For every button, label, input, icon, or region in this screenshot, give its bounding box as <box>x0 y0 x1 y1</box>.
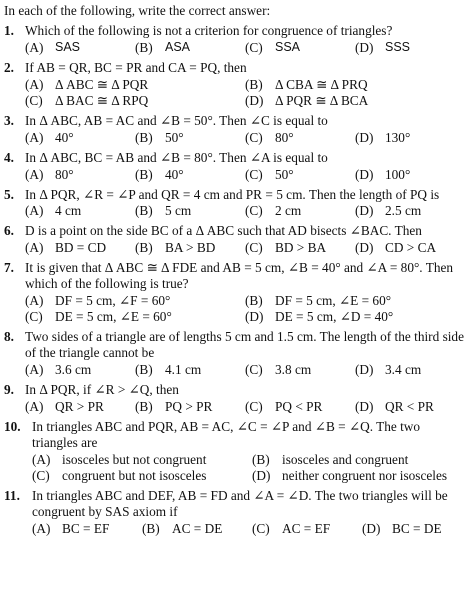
option-text: SAS <box>55 39 81 54</box>
option-d <box>355 362 465 378</box>
question-stem: In Δ ABC, BC = AB and ∠B = 80°. Then ∠A is equal to <box>25 149 328 165</box>
option-label: (D) <box>355 203 374 219</box>
option-label: (D) <box>252 467 271 483</box>
option-c <box>245 399 355 415</box>
option-text: BD > BA <box>275 240 327 256</box>
option-text: Δ PQR ≅ Δ BCA <box>275 92 369 108</box>
option-label: (C) <box>245 129 263 145</box>
option-text: DF = 5 cm, ∠E = 60° <box>275 293 392 309</box>
question-number: 7. <box>4 260 14 276</box>
question-3 <box>4 113 466 146</box>
option-text: PQ > PR <box>165 398 213 414</box>
option-label: (A) <box>25 240 44 256</box>
option-text: 3.4 cm <box>385 362 422 378</box>
option-label: (C) <box>245 39 263 55</box>
question-number: 2. <box>4 59 14 75</box>
option-c <box>245 362 355 378</box>
option-d <box>245 93 465 109</box>
option-a <box>25 167 135 183</box>
option-text: isosceles and congruent <box>282 451 409 467</box>
answer-options <box>25 203 466 219</box>
option-d <box>355 130 465 146</box>
option-label: (A) <box>25 129 44 145</box>
option-d <box>252 468 472 484</box>
option-label: (A) <box>25 398 44 414</box>
option-b <box>135 130 245 146</box>
option-label: (C) <box>245 166 263 182</box>
option-label: (D) <box>362 520 381 536</box>
option-text: 40° <box>165 166 184 182</box>
question-number: 10. <box>4 418 21 434</box>
option-label: (B) <box>135 362 153 378</box>
option-label: (D) <box>355 398 374 414</box>
option-text: 4 cm <box>55 203 82 219</box>
option-label: (C) <box>25 309 43 325</box>
answer-options <box>25 167 466 183</box>
question-stem: In triangles ABC and PQR, AB = AC, ∠C = ∠P and ∠B = ∠Q. The two triangles are <box>32 418 421 450</box>
option-b <box>135 362 245 378</box>
option-b <box>245 77 465 93</box>
option-a <box>25 240 135 256</box>
answer-options <box>25 399 466 415</box>
question-line <box>4 223 466 239</box>
option-label: (B) <box>245 76 263 92</box>
option-label: (D) <box>355 166 374 182</box>
option-c <box>32 468 252 484</box>
option-b <box>135 167 245 183</box>
option-d <box>355 40 465 56</box>
option-text: CD > CA <box>385 240 437 256</box>
question-stem: Two sides of a triangle are of lengths 5 cm and 1.5 cm. The length of the third side of the triangle cannot be <box>25 329 464 361</box>
option-c <box>245 167 355 183</box>
option-label: (C) <box>25 92 43 108</box>
option-label: (B) <box>135 398 153 414</box>
option-label: (A) <box>25 293 44 309</box>
answer-options <box>25 40 466 56</box>
question-number: 8. <box>4 329 14 345</box>
option-c <box>25 93 245 109</box>
option-label: (B) <box>135 166 153 182</box>
answer-options <box>25 362 466 378</box>
option-label: (B) <box>135 39 153 55</box>
option-text: BC = EF <box>62 520 110 536</box>
option-text: 3.6 cm <box>55 362 92 378</box>
option-label: (D) <box>355 240 374 256</box>
option-label: (D) <box>245 309 264 325</box>
answer-options <box>25 77 466 109</box>
option-label: (C) <box>245 398 263 414</box>
option-a <box>32 521 142 537</box>
option-text: SSS <box>385 39 411 54</box>
question-2 <box>4 60 466 109</box>
question-line <box>4 113 466 129</box>
question-6 <box>4 223 466 256</box>
question-1 <box>4 23 466 56</box>
question-line <box>4 260 466 292</box>
option-c <box>25 309 245 325</box>
option-label: (A) <box>25 203 44 219</box>
option-b <box>135 40 245 56</box>
answer-options <box>32 452 466 484</box>
option-text: QR < PR <box>385 398 434 414</box>
question-line <box>4 60 466 76</box>
option-text: QR > PR <box>55 398 104 414</box>
question-stem: It is given that Δ ABC ≅ Δ FDE and AB = 5 cm, ∠B = 40° and ∠A = 80°. Then which of the following is true? <box>25 260 454 292</box>
option-text: 40° <box>55 129 74 145</box>
option-text: DE = 5 cm, ∠D = 40° <box>275 309 394 325</box>
option-text: 2.5 cm <box>385 203 422 219</box>
option-text: AC = EF <box>282 520 331 536</box>
option-b <box>135 203 245 219</box>
option-label: (C) <box>245 203 263 219</box>
option-a <box>25 77 245 93</box>
option-text: DF = 5 cm, ∠F = 60° <box>55 293 171 309</box>
option-text: 80° <box>275 129 294 145</box>
question-stem: In Δ PQR, if ∠R > ∠Q, then <box>25 382 179 398</box>
question-stem: Which of the following is not a criterion for congruence of triangles? <box>25 22 393 38</box>
option-text: 50° <box>165 129 184 145</box>
option-a <box>25 399 135 415</box>
option-a <box>32 452 252 468</box>
option-label: (B) <box>135 203 153 219</box>
option-label: (A) <box>25 166 44 182</box>
question-number: 11. <box>4 487 20 503</box>
option-text: 130° <box>385 129 411 145</box>
question-number: 1. <box>4 22 14 38</box>
answer-options <box>25 293 466 325</box>
option-b <box>245 293 465 309</box>
option-label: (A) <box>32 451 51 467</box>
question-8 <box>4 329 466 378</box>
option-d <box>355 167 465 183</box>
option-a <box>25 362 135 378</box>
question-number: 3. <box>4 112 14 128</box>
option-text: neither congruent nor isosceles <box>282 467 448 483</box>
option-label: (D) <box>355 39 374 55</box>
option-text: Δ CBA ≅ Δ PRQ <box>275 76 368 92</box>
option-text: congruent but not isosceles <box>62 467 207 483</box>
option-c <box>245 240 355 256</box>
option-a <box>25 130 135 146</box>
question-number: 9. <box>4 382 14 398</box>
option-c <box>252 521 362 537</box>
option-text: 5 cm <box>165 203 192 219</box>
option-text: 2 cm <box>275 203 302 219</box>
question-stem: D is a point on the side BC of a Δ ABC such that AD bisects ∠BAC. Then <box>25 223 422 239</box>
question-10 <box>4 419 466 484</box>
option-a <box>25 203 135 219</box>
option-b <box>135 240 245 256</box>
option-text: BA > BD <box>165 240 216 256</box>
option-label: (D) <box>355 362 374 378</box>
option-text: 3.8 cm <box>275 362 312 378</box>
question-9 <box>4 382 466 415</box>
question-line <box>4 419 466 451</box>
option-text: ASA <box>165 39 191 54</box>
question-list <box>4 23 466 537</box>
option-label: (A) <box>25 362 44 378</box>
option-d <box>355 240 465 256</box>
option-d <box>355 399 465 415</box>
option-label: (C) <box>252 520 270 536</box>
option-text: PQ < PR <box>275 398 323 414</box>
option-text: Δ ABC ≅ Δ PQR <box>55 76 149 92</box>
option-text: AC = DE <box>172 520 223 536</box>
answer-options <box>32 521 466 537</box>
option-b <box>135 399 245 415</box>
option-label: (C) <box>245 240 263 256</box>
question-5 <box>4 187 466 220</box>
option-c <box>245 130 355 146</box>
option-a <box>25 40 135 56</box>
question-line <box>4 488 466 520</box>
instructions: In each of the following, write the correct answer: <box>4 3 271 18</box>
question-line <box>4 23 466 39</box>
option-text: DE = 5 cm, ∠E = 60° <box>55 309 172 325</box>
question-stem: In triangles ABC and DEF, AB = FD and ∠A = ∠D. The two triangles will be congruent by SAS axiom if <box>32 487 448 519</box>
question-stem: In Δ PQR, ∠R = ∠P and QR = 4 cm and PR = 5 cm. Then the length of PQ is <box>25 186 440 202</box>
option-c <box>245 40 355 56</box>
option-label: (C) <box>245 362 263 378</box>
answer-options <box>25 240 466 256</box>
option-text: SSA <box>275 39 301 54</box>
question-7 <box>4 260 466 325</box>
option-label: (A) <box>25 76 44 92</box>
option-text: 50° <box>275 166 294 182</box>
option-d <box>362 521 472 537</box>
question-stem: If AB = QR, BC = PR and CA = PQ, then <box>25 59 247 75</box>
option-text: 100° <box>385 166 411 182</box>
option-text: isosceles but not congruent <box>62 451 207 467</box>
option-d <box>245 309 465 325</box>
option-text: BD = CD <box>55 240 107 256</box>
question-number: 6. <box>4 223 14 239</box>
question-line <box>4 329 466 361</box>
question-stem: In Δ ABC, AB = AC and ∠B = 50°. Then ∠C is equal to <box>25 112 328 128</box>
option-a <box>25 293 245 309</box>
option-label: (D) <box>245 92 264 108</box>
option-label: (A) <box>32 520 51 536</box>
option-label: (B) <box>142 520 160 536</box>
question-line <box>4 150 466 166</box>
question-4 <box>4 150 466 183</box>
question-line <box>4 187 466 203</box>
option-text: 80° <box>55 166 74 182</box>
option-label: (B) <box>135 129 153 145</box>
option-text: 4.1 cm <box>165 362 202 378</box>
option-label: (B) <box>245 293 263 309</box>
option-d <box>355 203 465 219</box>
option-label: (D) <box>355 129 374 145</box>
answer-options <box>25 130 466 146</box>
option-label: (B) <box>135 240 153 256</box>
option-b <box>142 521 252 537</box>
option-text: Δ BAC ≅ Δ RPQ <box>55 92 149 108</box>
question-number: 4. <box>4 149 14 165</box>
option-b <box>252 452 472 468</box>
question-line <box>4 382 466 398</box>
option-label: (C) <box>32 467 50 483</box>
option-c <box>245 203 355 219</box>
option-label: (B) <box>252 451 270 467</box>
option-label: (A) <box>25 39 44 55</box>
question-number: 5. <box>4 186 14 202</box>
question-11 <box>4 488 466 537</box>
option-text: BC = DE <box>392 520 442 536</box>
